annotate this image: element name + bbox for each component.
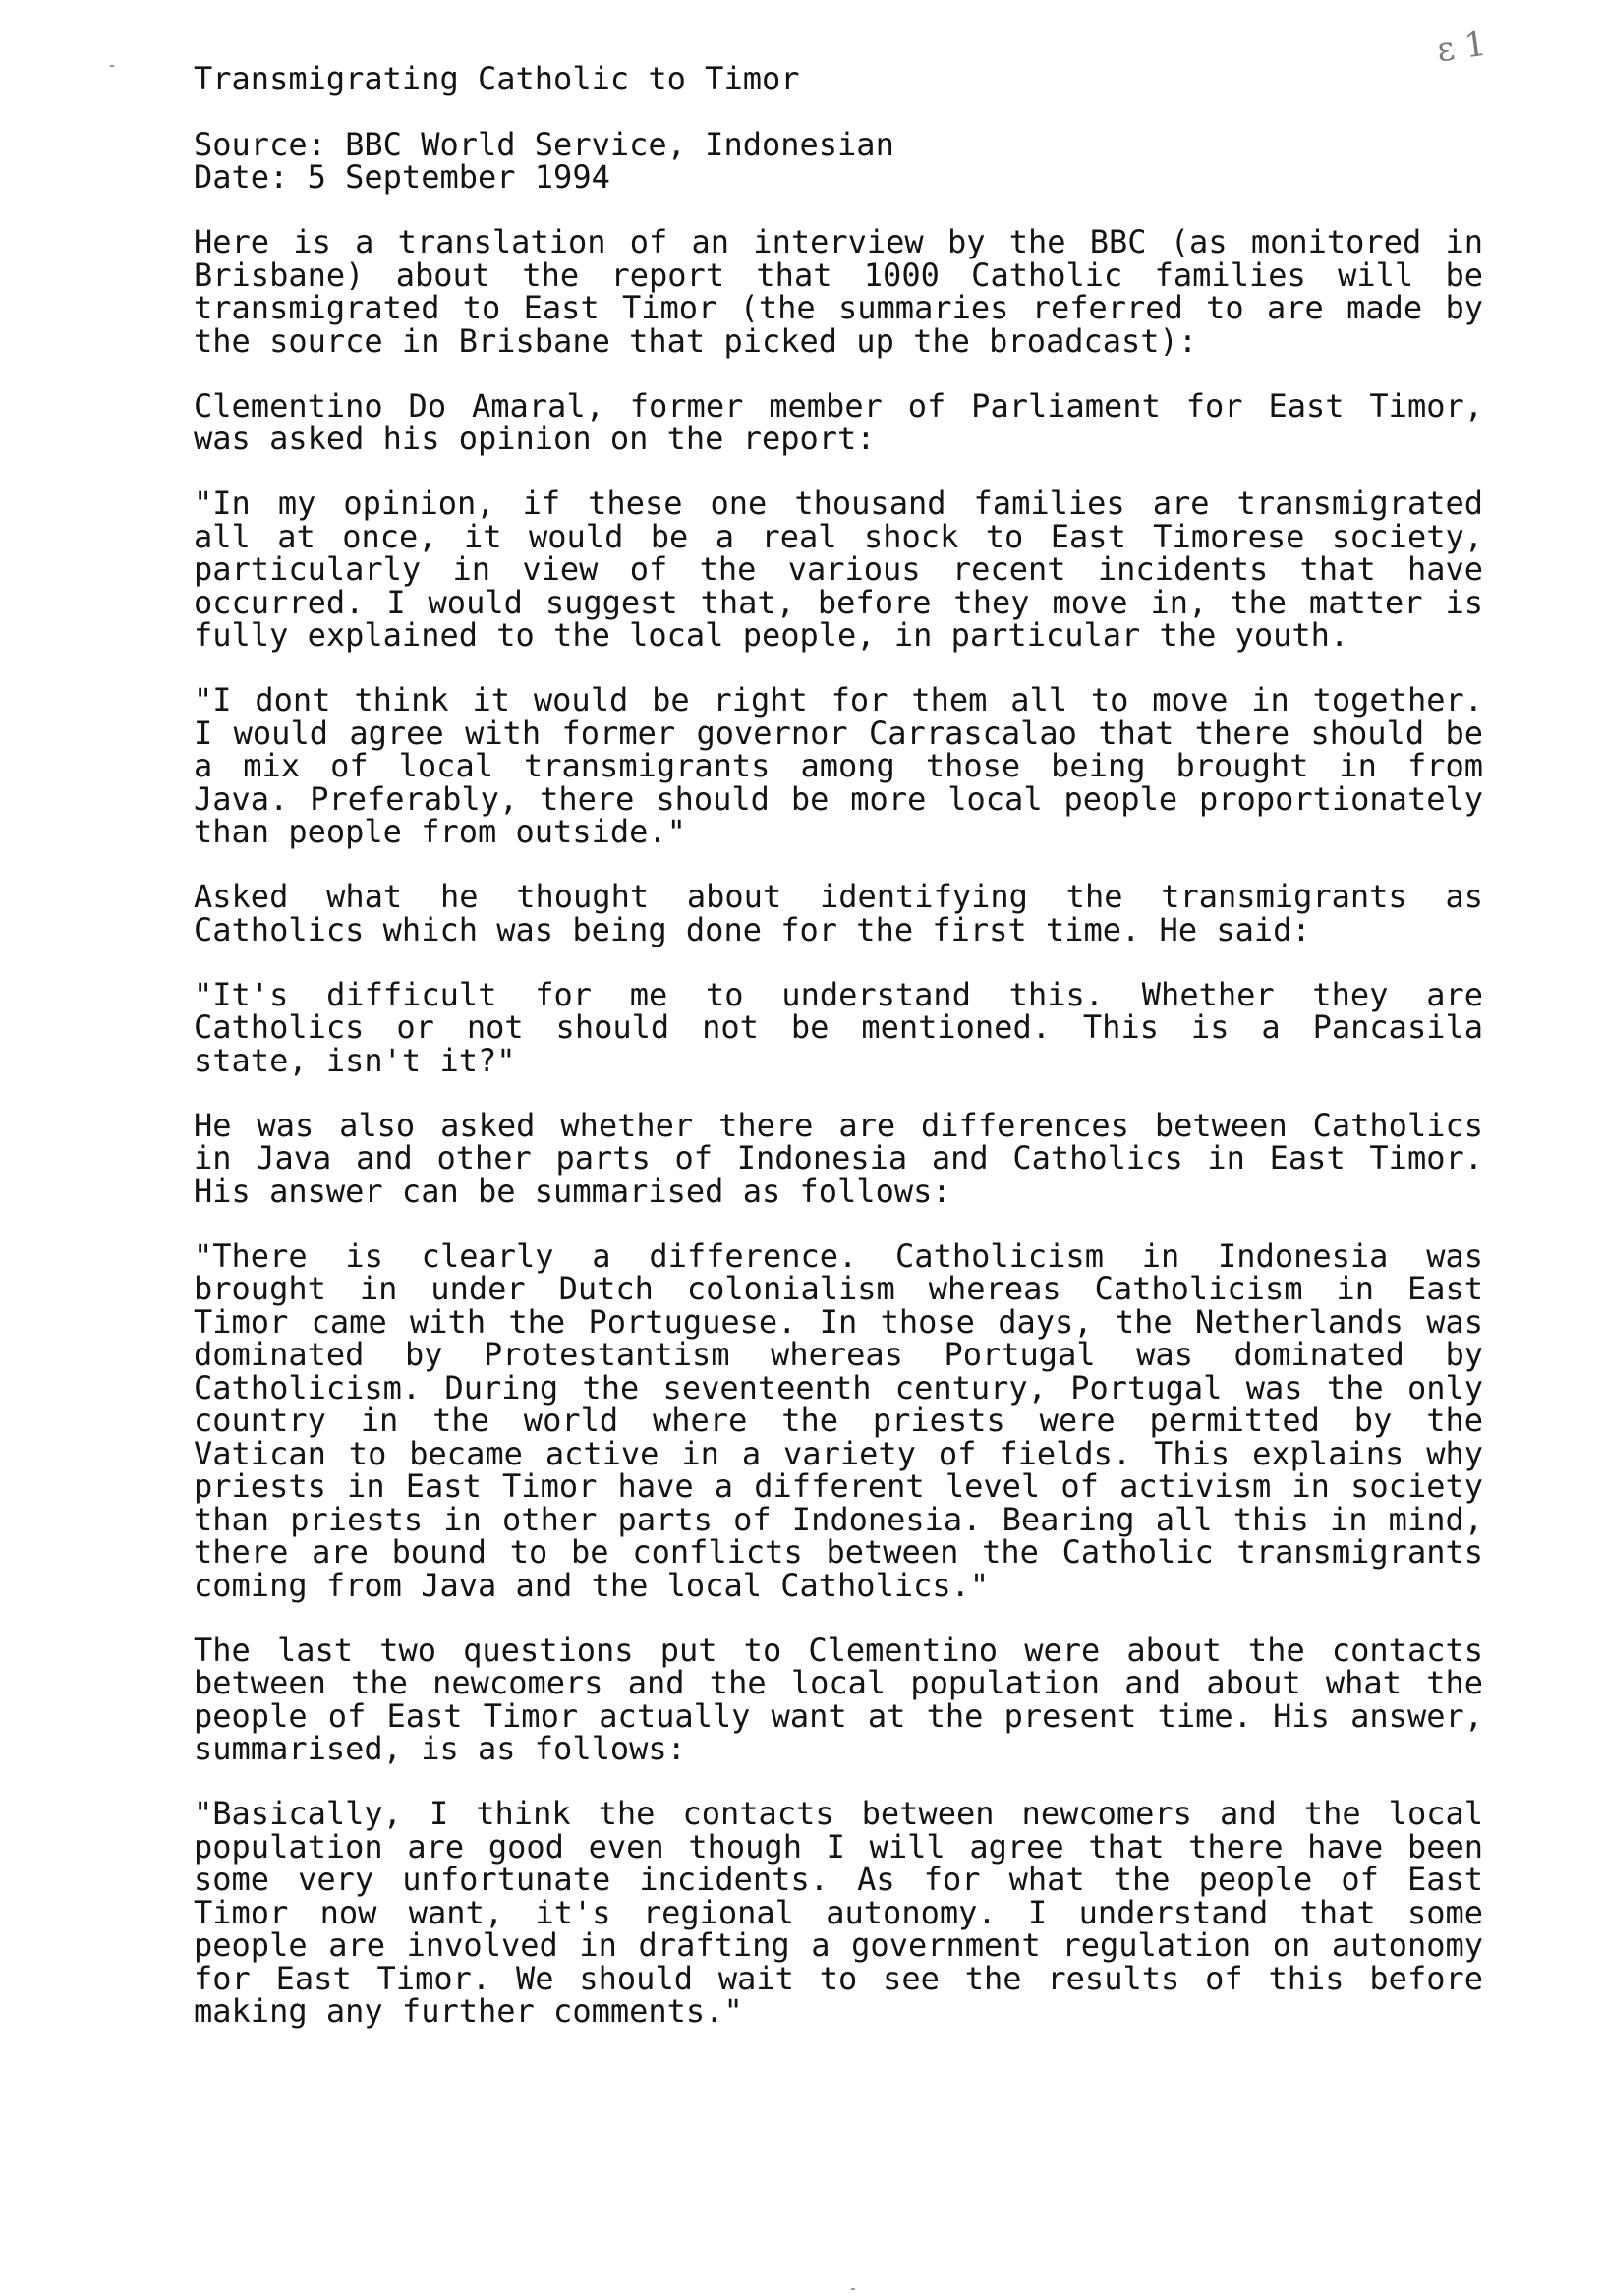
paragraph-line: occurred. I would suggest that, before they move in, the matter is [194,583,1483,621]
paragraph-line: making any further comments." [194,1992,743,2030]
paragraph [194,1106,1483,1210]
paragraph-line: coming from Java and the local Catholics." [194,1566,990,1604]
paragraph-line: "I dont think it would be right for them all to move in together. [194,681,1483,718]
date-line: Date: 5 September 1994 [194,158,610,196]
paragraph-line: Here is a translation of an interview by the BBC (as monitored in [194,223,1483,260]
paragraph-line: some very unfortunate incidents. As for what the people of East [194,1861,1483,1898]
paragraph-line: "In my opinion, if these one thousand families are transmigrated [194,485,1483,522]
paragraph [194,1631,1483,1767]
paragraph-line: the source in Brisbane that picked up the broadcast): [194,321,1198,360]
paragraph [194,975,1483,1079]
paragraph-line: between the newcomers and the local population and about what the [194,1664,1483,1701]
paragraph-line: in Java and other parts of Indonesia and Catholics in East Timor. [194,1139,1483,1177]
paragraph-line: "It's difficult for me to understand this. Whether they are [194,975,1483,1013]
article-paragraphs [194,223,1483,2030]
paragraph [194,878,1483,948]
paragraph-line: Timor came with the Portuguese. In those days, the Netherlands was [194,1302,1483,1341]
paragraph-line: people of East Timor actually want at the present time. His answer, [194,1696,1483,1735]
paragraph [194,1795,1483,2030]
paragraph-line: population are good even though I will agree that there have been [194,1827,1483,1866]
paragraph-line: particularly in view of the various recent incidents that have [194,550,1483,588]
paragraph-line: a mix of local transmigrants among those being brought in from [194,747,1483,784]
paragraph-line: state, isn't it?" [194,1041,516,1079]
paragraph-line: people are involved in drafting a government regulation on autonomy [194,1926,1483,1964]
paragraph-line: The last two questions put to Clementino were about the contacts [194,1631,1483,1669]
paragraph-line: Brisbane) about the report that 1000 Catholic families will be [194,256,1483,294]
scan-speck [110,65,114,67]
paragraph-line: for East Timor. We should wait to see the results of this before [194,1959,1483,1997]
paragraph-line: transmigrated to East Timor (the summaries referred to are made by [194,289,1483,326]
document-title: Transmigrating Catholic to Timor [194,60,800,97]
paragraph-line: Clementino Do Amaral, former member of Parliament for East Timor, [194,386,1483,425]
paragraph-line: "Basically, I think the contacts between newcomers and the local [194,1795,1483,1832]
paragraph-line: "There is clearly a difference. Catholicism in Indonesia was [194,1236,1483,1275]
paragraph-line: Java. Preferably, there should be more local people proportionately [194,779,1483,818]
paragraph-line: than priests in other parts of Indonesia. Bearing all this in mind, [194,1500,1483,1538]
paragraph-line: was asked his opinion on the report: [194,420,876,457]
paragraph [194,485,1483,654]
paragraph-line: Timor now want, it's regional autonomy. I understand that some [194,1893,1483,1931]
paragraph-line: He was also asked whether there are differences between Catholics [194,1106,1483,1144]
paragraph-line: country in the world where the priests were permitted by the [194,1402,1483,1439]
handwritten-page-mark: ε 1 [1434,24,1489,71]
paragraph [194,1236,1483,1604]
paragraph-line: all at once, it would be a real shock to East Timorese society, [194,517,1483,555]
paragraph [194,386,1483,457]
document-body [194,60,1483,2030]
paragraph-line: priests in East Timor have a different level of activism in society [194,1467,1483,1505]
paragraph-line: Catholics which was being done for the first time. He said: [194,910,1311,948]
paragraph-line: Vatican to became active in a variety of fields. This explains why [194,1434,1483,1472]
scan-speck [851,2288,855,2290]
paragraph-line: there are bound to be conflicts between the Catholic transmigrants [194,1533,1483,1571]
paragraph [194,681,1483,850]
paragraph-line: dominated by Protestantism whereas Portugal was dominated by [194,1336,1483,1373]
paragraph-line: Catholics or not should not be mentioned. This is a Pancasila [194,1008,1483,1046]
paragraph-line: Catholicism. During the seventeenth century, Portugal was the only [194,1368,1483,1406]
paragraph-line: Asked what he thought about identifying the transmigrants as [194,878,1483,915]
paragraph-line: I would agree with former governor Carrascalao that there should be [194,714,1483,752]
paragraph-line: summarised, is as follows: [194,1730,686,1767]
paragraph-line: than people from outside." [194,813,686,850]
paragraph-line: His answer can be summarised as follows: [194,1172,951,1210]
source-line: Source: BBC World Service, Indonesian [194,125,894,163]
paragraph [194,223,1483,360]
paragraph-line: brought in under Dutch colonialism whereas Catholicism in East [194,1270,1483,1307]
paragraph-line: fully explained to the local people, in particular the youth. [194,616,1349,654]
